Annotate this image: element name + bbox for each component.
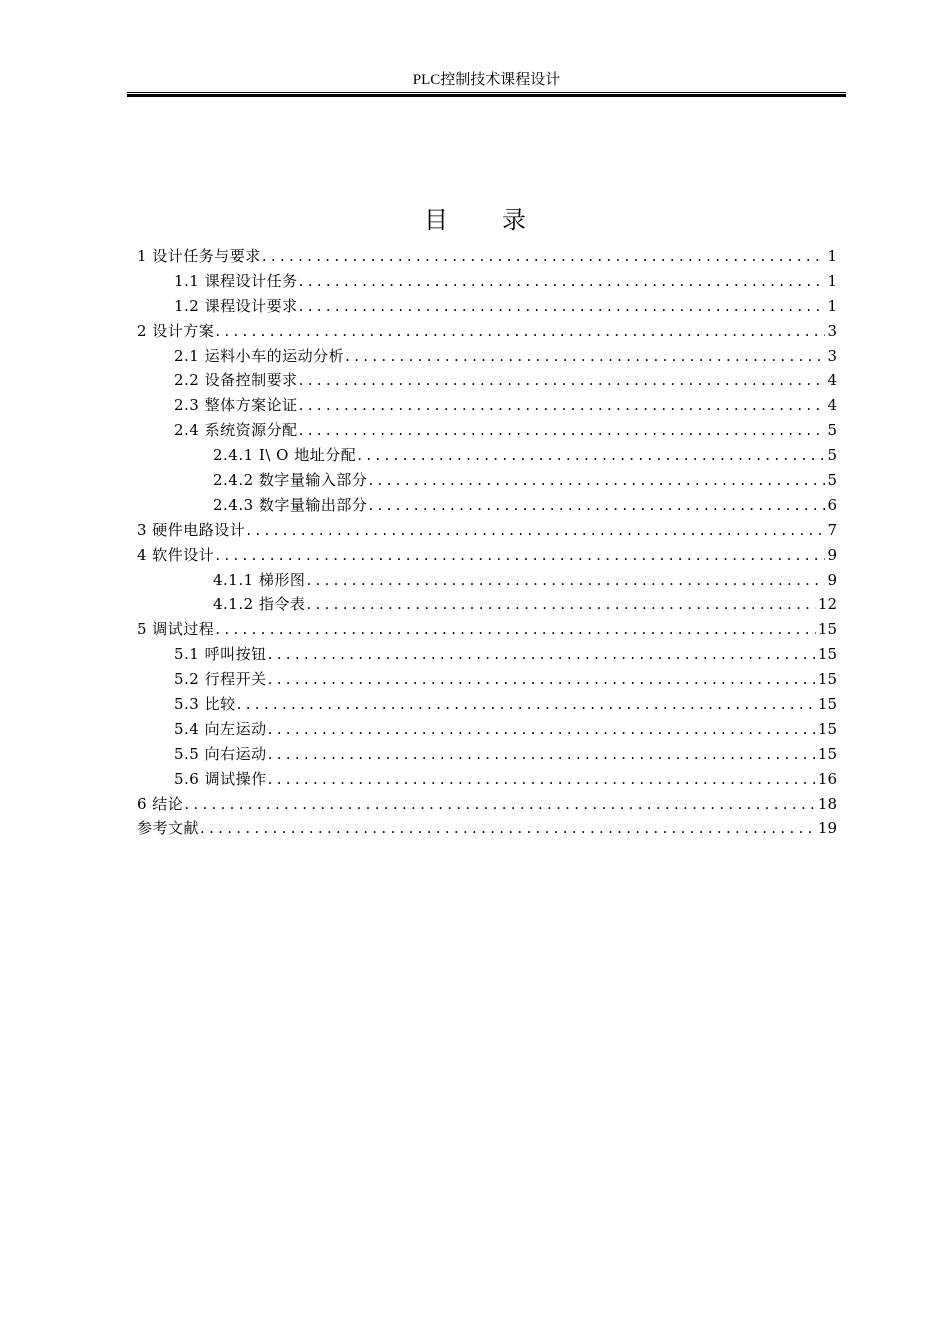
toc-entry[interactable] bbox=[137, 667, 837, 692]
toc-entry[interactable] bbox=[137, 543, 837, 568]
toc-entry[interactable] bbox=[137, 393, 837, 418]
toc-entry-page-number: 4 bbox=[827, 371, 837, 390]
toc-dot-leader bbox=[367, 493, 825, 518]
toc-dot-leader bbox=[298, 418, 826, 443]
toc-dot-leader bbox=[298, 294, 826, 319]
toc-entry-label: 4.1.2 指令表 bbox=[213, 595, 306, 614]
toc-entry[interactable] bbox=[137, 493, 837, 518]
toc-entry-label: 5.3 比较 bbox=[174, 695, 236, 714]
toc-dot-leader bbox=[367, 468, 825, 493]
toc-dot-leader bbox=[214, 617, 816, 642]
toc-entry-label: 1.2 课程设计要求 bbox=[174, 296, 298, 315]
toc-entry-label: 2.1 运料小车的运动分析 bbox=[174, 346, 345, 365]
toc-dot-leader bbox=[305, 568, 825, 593]
toc-entry-label: 4 软件设计 bbox=[137, 545, 215, 564]
toc-entry-page-number: 5 bbox=[827, 421, 837, 440]
toc-entry[interactable] bbox=[137, 792, 837, 817]
toc-entry-page-number: 16 bbox=[817, 769, 837, 788]
toc-entry-label: 2.4 系统资源分配 bbox=[174, 421, 298, 440]
toc-entry-page-number: 9 bbox=[827, 570, 837, 589]
toc-entry-label: 2.4.2 数字量输入部分 bbox=[213, 471, 368, 490]
header-rule-thick bbox=[127, 94, 846, 97]
toc-entry[interactable] bbox=[137, 443, 837, 468]
toc-entry-label: 2.4.3 数字量输出部分 bbox=[213, 495, 368, 514]
toc-entry-label: 1 设计任务与要求 bbox=[137, 247, 261, 265]
toc-entry-page-number: 5 bbox=[827, 446, 837, 465]
toc-entry[interactable] bbox=[137, 592, 837, 617]
toc-dot-leader bbox=[267, 742, 816, 767]
toc-entry-label: 2.2 设备控制要求 bbox=[174, 371, 298, 390]
toc-entry[interactable] bbox=[137, 319, 837, 344]
toc-entry[interactable] bbox=[137, 468, 837, 493]
toc-entry-page-number: 7 bbox=[827, 520, 837, 539]
toc-dot-leader bbox=[236, 692, 816, 717]
toc-entry[interactable] bbox=[137, 244, 837, 269]
toc-title bbox=[0, 204, 950, 236]
toc-entry-label: 1.1 课程设计任务 bbox=[174, 271, 298, 290]
toc-entry[interactable] bbox=[137, 344, 837, 369]
toc-entry-page-number: 1 bbox=[827, 296, 837, 315]
toc-entry-label: 2 设计方案 bbox=[137, 321, 215, 340]
toc-entry-page-number: 1 bbox=[827, 247, 837, 265]
toc-dot-leader bbox=[298, 393, 826, 418]
toc-entry-label: 5.6 调试操作 bbox=[174, 769, 267, 788]
toc-dot-leader bbox=[199, 816, 816, 841]
toc-dot-leader bbox=[344, 344, 825, 369]
toc-dot-leader bbox=[267, 642, 816, 667]
toc-entry-page-number: 3 bbox=[827, 346, 837, 365]
toc-entry-page-number: 15 bbox=[817, 645, 837, 664]
toc-dot-leader bbox=[267, 717, 816, 742]
toc-entry-page-number: 15 bbox=[817, 719, 837, 738]
toc-entry-page-number: 12 bbox=[817, 595, 837, 614]
toc-entry[interactable] bbox=[137, 742, 837, 767]
toc-entry-page-number: 15 bbox=[817, 695, 837, 714]
toc-entry[interactable] bbox=[137, 568, 837, 593]
toc-entry-page-number: 15 bbox=[817, 670, 837, 689]
toc-entry[interactable] bbox=[137, 816, 837, 841]
toc-entry-page-number: 5 bbox=[827, 471, 837, 490]
toc-dot-leader bbox=[214, 319, 825, 344]
toc-dot-leader bbox=[183, 792, 816, 817]
toc-list bbox=[137, 244, 837, 841]
toc-entry[interactable] bbox=[137, 767, 837, 792]
toc-dot-leader bbox=[214, 543, 825, 568]
running-header: PLC控制技术课程设计 bbox=[412, 72, 561, 88]
toc-entry-page-number: 4 bbox=[827, 396, 837, 415]
toc-title-first-char: 目 bbox=[424, 206, 448, 234]
toc-dot-leader bbox=[298, 269, 826, 294]
toc-entry-label: 参考文献 bbox=[137, 819, 200, 838]
toc-entry-label: 4.1.1 梯形图 bbox=[213, 570, 306, 589]
toc-entry-label: 5.4 向左运动 bbox=[174, 719, 267, 738]
toc-entry[interactable] bbox=[137, 717, 837, 742]
toc-entry[interactable] bbox=[137, 368, 837, 393]
toc-entry-label: 5 调试过程 bbox=[137, 620, 215, 639]
toc-entry[interactable] bbox=[137, 692, 837, 717]
toc-entry-page-number: 15 bbox=[817, 744, 837, 763]
toc-entry[interactable] bbox=[137, 294, 837, 319]
toc-entry-page-number: 1 bbox=[827, 271, 837, 290]
header-rule-thin bbox=[127, 92, 846, 93]
toc-entry-label: 2.3 整体方案论证 bbox=[174, 396, 298, 415]
toc-entry-label: 3 硬件电路设计 bbox=[137, 520, 246, 539]
toc-entry-label: 2.4.1 I\ O 地址分配 bbox=[213, 446, 357, 465]
toc-entry[interactable] bbox=[137, 617, 837, 642]
toc-dot-leader bbox=[356, 443, 825, 468]
toc-entry[interactable] bbox=[137, 418, 837, 443]
toc-entry-page-number: 9 bbox=[827, 545, 837, 564]
toc-dot-leader bbox=[305, 592, 815, 617]
toc-entry-page-number: 6 bbox=[827, 495, 837, 514]
toc-entry-page-number: 19 bbox=[817, 819, 837, 838]
toc-dot-leader bbox=[267, 767, 816, 792]
toc-entry-page-number: 15 bbox=[817, 620, 837, 639]
toc-entry[interactable] bbox=[137, 642, 837, 667]
toc-entry-page-number: 18 bbox=[817, 794, 837, 813]
toc-entry[interactable] bbox=[137, 269, 837, 294]
toc-entry-label: 5.1 呼叫按钮 bbox=[174, 645, 267, 664]
toc-entry-page-number: 3 bbox=[827, 321, 837, 340]
toc-dot-leader bbox=[298, 368, 826, 393]
toc-entry-label: 5.5 向右运动 bbox=[174, 744, 267, 763]
toc-title-second-char: 录 bbox=[502, 206, 526, 234]
toc-entry-label: 6 结论 bbox=[137, 794, 184, 813]
toc-dot-leader bbox=[245, 518, 825, 543]
toc-entry-label: 5.2 行程开关 bbox=[174, 670, 267, 689]
toc-entry[interactable] bbox=[137, 518, 837, 543]
toc-dot-leader bbox=[261, 244, 826, 269]
toc-dot-leader bbox=[267, 667, 816, 692]
